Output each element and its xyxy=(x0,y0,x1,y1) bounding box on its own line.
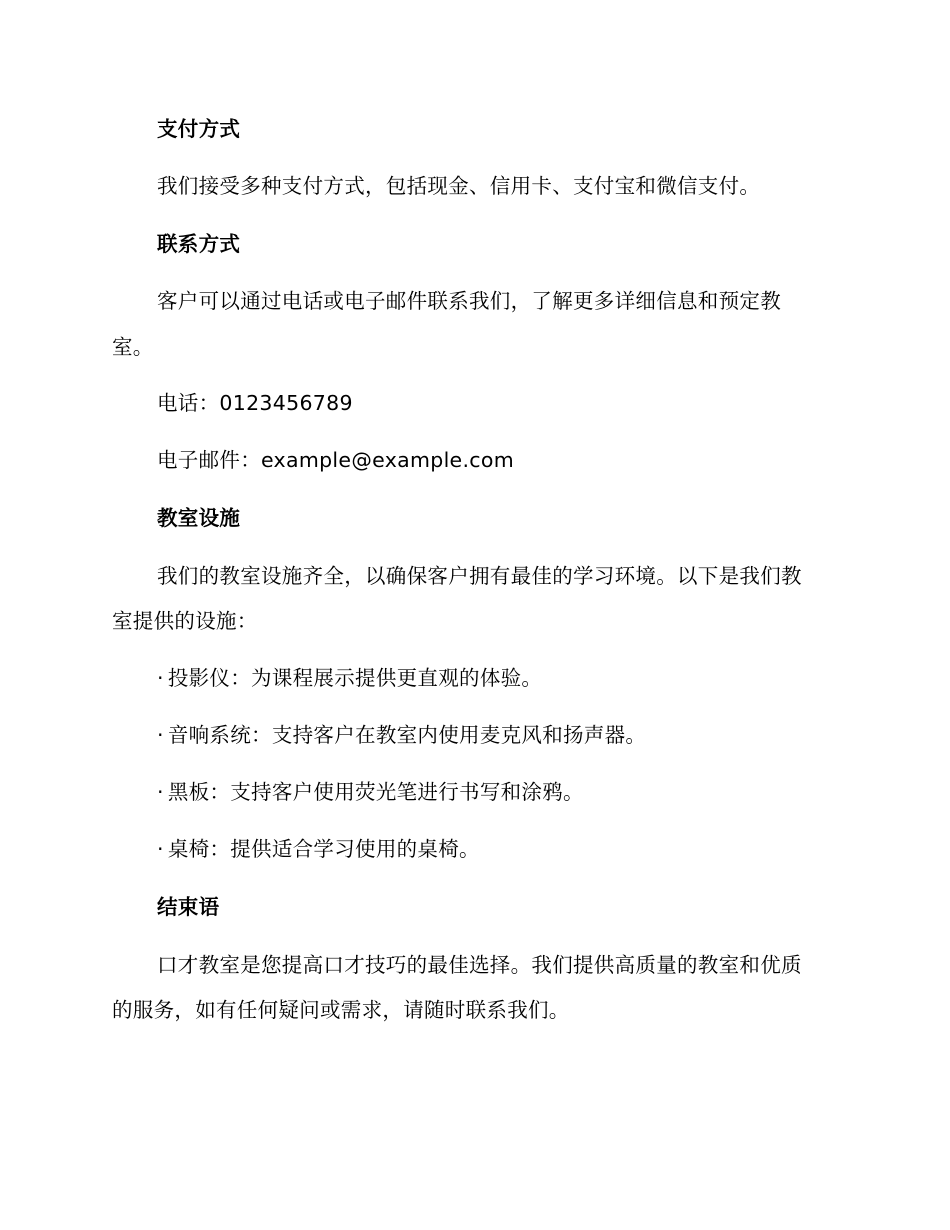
bullet-icon: · xyxy=(157,837,164,861)
facilities-text-line2: 室提供的设施： xyxy=(112,609,258,633)
contact-text-line1: 客户可以通过电话或电子邮件联系我们，了解更多详细信息和预定教 xyxy=(157,289,781,313)
facility-blackboard: 黑板：支持客户使用荧光笔进行书写和涂鸦。 xyxy=(167,780,584,804)
facility-projector: 投影仪：为课程展示提供更直观的体验。 xyxy=(167,666,543,690)
contact-heading: 联系方式 xyxy=(157,232,241,256)
list-item xyxy=(157,834,837,864)
closing-heading: 结束语 xyxy=(157,895,220,919)
contact-phone: 电话：0123456789 xyxy=(157,391,353,415)
closing-text-line2: 的服务，如有任何疑问或需求，请随时联系我们。 xyxy=(112,998,570,1022)
facilities-text-line1: 我们的教室设施齐全，以确保客户拥有最佳的学习环境。以下是我们教 xyxy=(157,564,802,588)
list-item xyxy=(157,720,837,750)
closing-text-line1: 口才教室是您提高口才技巧的最佳选择。我们提供高质量的教室和优质 xyxy=(157,953,802,977)
list-item xyxy=(157,663,837,693)
facilities-heading: 教室设施 xyxy=(157,506,241,530)
bullet-icon: · xyxy=(157,666,164,690)
contact-email: 电子邮件：example@example.com xyxy=(157,448,514,472)
payment-heading: 支付方式 xyxy=(157,117,241,141)
facility-audio-system: 音响系统：支持客户在教室内使用麦克风和扬声器。 xyxy=(167,723,647,747)
payment-text: 我们接受多种支付方式，包括现金、信用卡、支付宝和微信支付。 xyxy=(157,174,761,198)
bullet-icon: · xyxy=(157,723,164,747)
contact-text-line2: 室。 xyxy=(112,335,154,359)
list-item xyxy=(157,777,837,807)
facility-desks-chairs: 桌椅：提供适合学习使用的桌椅。 xyxy=(167,837,480,861)
bullet-icon: · xyxy=(157,780,164,804)
